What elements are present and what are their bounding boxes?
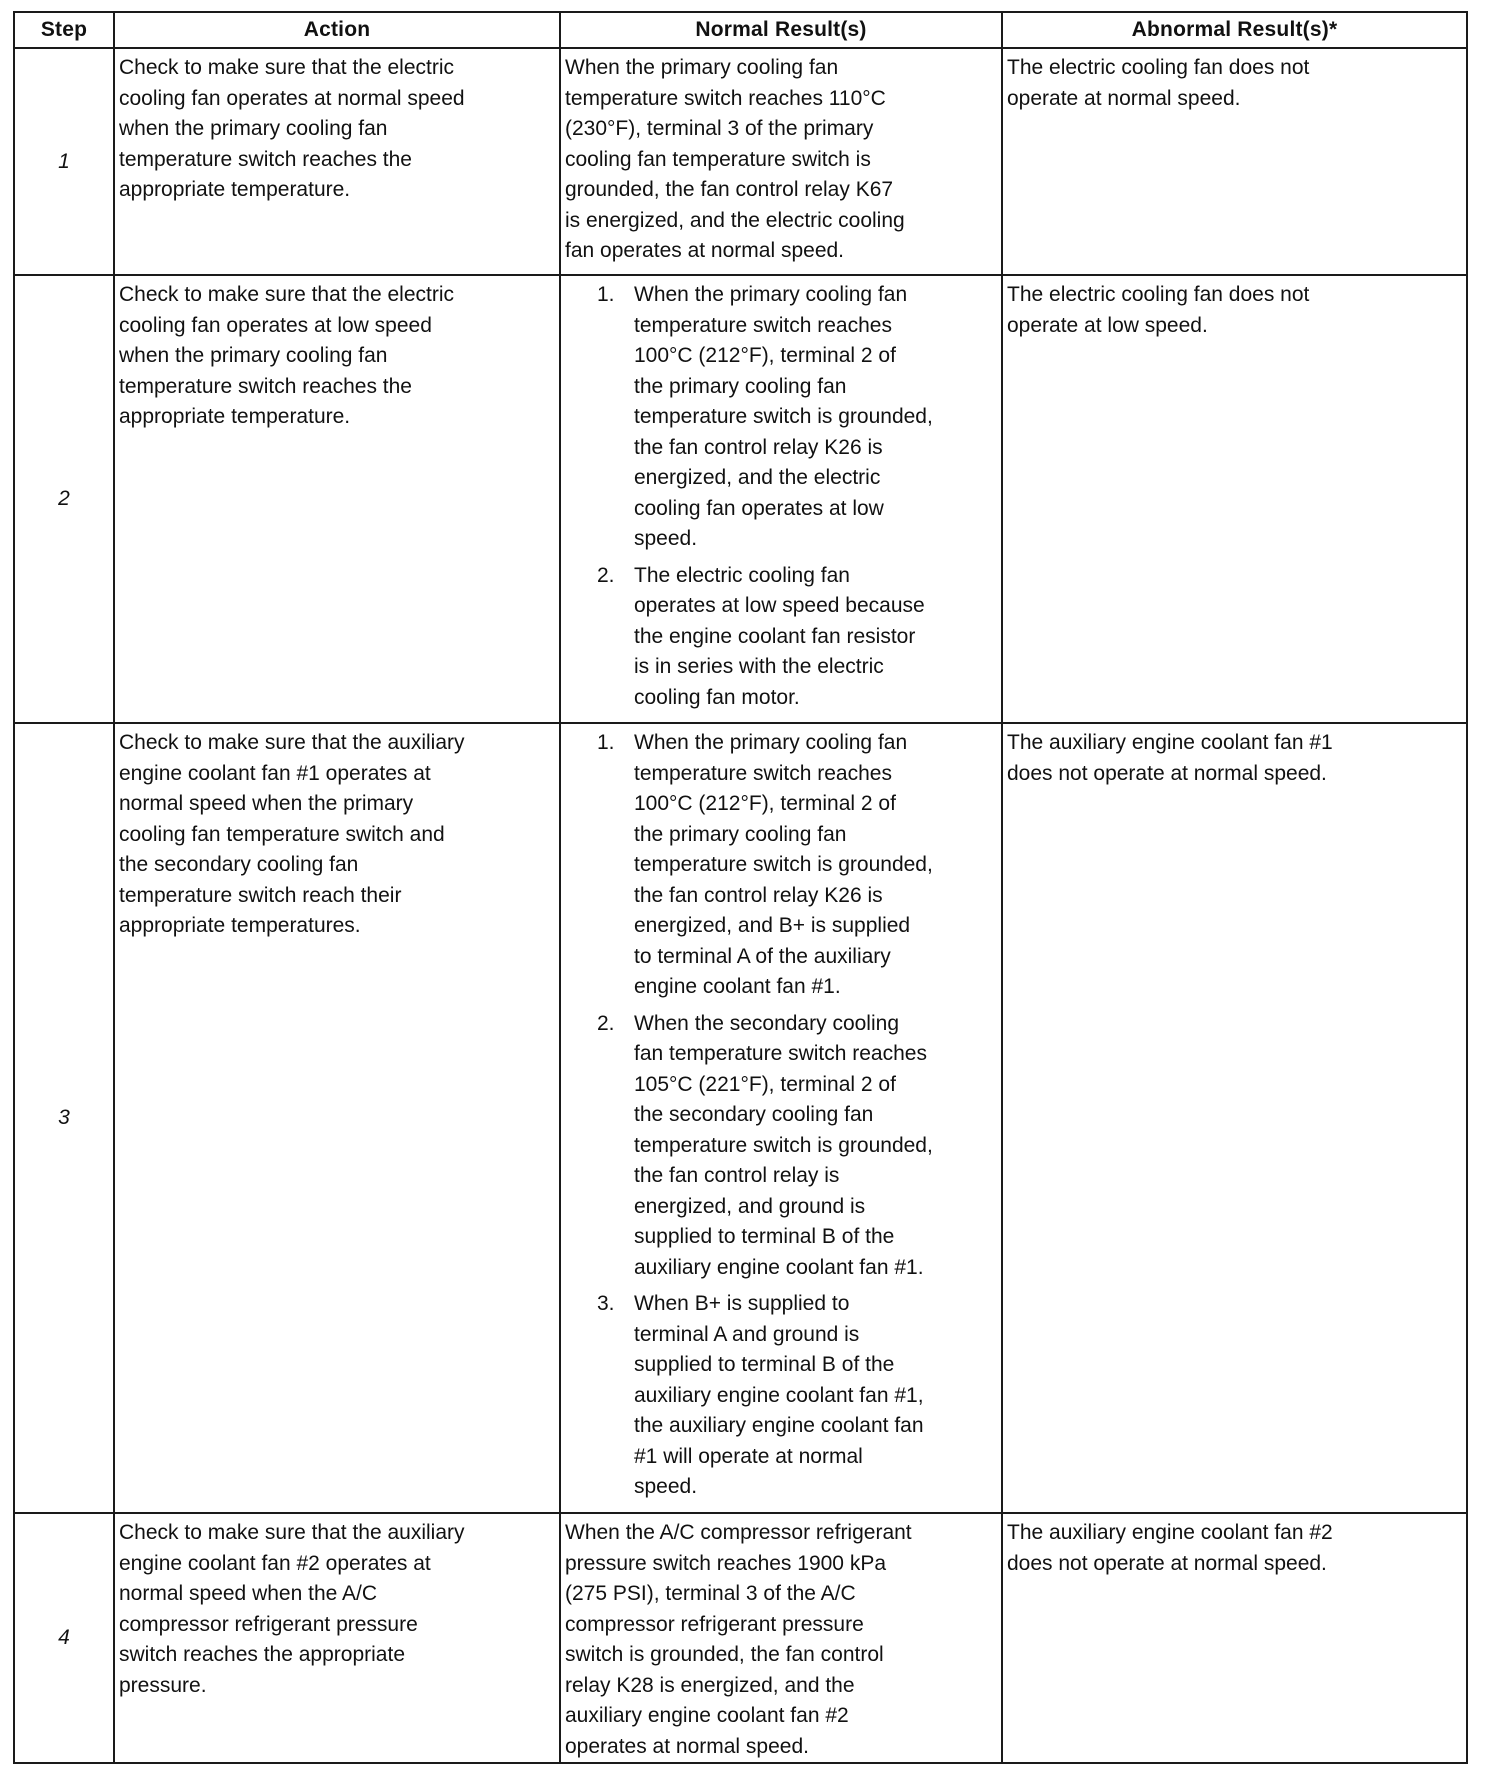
action-cell [114, 48, 560, 275]
abnormal-result-cell [1002, 723, 1467, 1513]
action-line: pressure. [119, 1673, 207, 1697]
abnormal-result-line: The auxiliary engine coolant fan #1 [1007, 731, 1333, 754]
normal-result-line: grounded, the fan control relay K67 [565, 178, 894, 201]
normal-result-line: cooling fan motor. [634, 685, 800, 709]
normal-result-line: #1 will operate at normal [634, 1444, 863, 1468]
abnormal-result-cell [1002, 1513, 1467, 1763]
step-number: 4 [14, 1513, 114, 1763]
normal-result-line: the engine coolant fan resistor [634, 624, 916, 648]
normal-result-line: temperature switch reaches [634, 761, 892, 785]
normal-result-line: is in series with the electric [634, 655, 884, 678]
table-row [14, 48, 1467, 275]
normal-result-line: operates at low speed because [634, 594, 925, 617]
normal-result-line: temperature switch is grounded, [634, 853, 933, 876]
normal-result-line: When the primary cooling fan [634, 283, 908, 306]
abnormal-result-line: The electric cooling fan does not [1007, 283, 1310, 306]
action-line: when the primary cooling fan [119, 344, 388, 367]
normal-result-line: fan operates at normal speed. [565, 239, 845, 262]
normal-result-list [565, 728, 997, 1503]
normal-result-cell [560, 723, 1002, 1513]
normal-result-line: When the primary cooling fan [565, 56, 839, 79]
action-line: cooling fan operates at normal speed [119, 86, 465, 110]
normal-result-cell [560, 275, 1002, 723]
list-number: 3. [597, 1292, 615, 1315]
normal-result-line: speed. [634, 1475, 698, 1498]
normal-result-line: The electric cooling fan [634, 563, 850, 587]
list-number: 1. [597, 731, 615, 754]
normal-result-line: temperature switch reaches [634, 313, 892, 337]
list-number: 2. [597, 563, 615, 587]
step-number: 2 [14, 275, 114, 723]
action-line: the secondary cooling fan [119, 853, 359, 876]
normal-result-line: When the A/C compressor refrigerant [565, 1521, 912, 1544]
header-action: Action [114, 12, 560, 48]
normal-result-list [565, 280, 997, 713]
action-line: appropriate temperature. [119, 178, 351, 201]
action-line: cooling fan temperature switch and [119, 822, 445, 846]
normal-result-line: auxiliary engine coolant fan #2 [565, 1704, 849, 1727]
normal-result-line: is energized, and the electric cooling [565, 208, 905, 232]
normal-result-line: the primary cooling fan [634, 822, 847, 846]
normal-result-line: the secondary cooling fan [634, 1103, 874, 1126]
action-line: switch reaches the appropriate [119, 1643, 405, 1666]
action-line: Check to make sure that the electric [119, 283, 454, 306]
normal-result-line: switch is grounded, the fan control [565, 1643, 884, 1666]
normal-result-line: compressor refrigerant pressure [565, 1612, 864, 1636]
normal-result-line: energized, and ground is [634, 1194, 866, 1218]
normal-result-line: operates at normal speed. [565, 1734, 809, 1758]
abnormal-result-line: operate at low speed. [1007, 313, 1208, 337]
list-number: 1. [597, 283, 615, 306]
normal-result-item [565, 728, 997, 1003]
normal-result-line: supplied to terminal B of the [634, 1353, 895, 1376]
action-line: temperature switch reach their [119, 883, 402, 907]
table-body [14, 48, 1467, 1763]
normal-result-line: supplied to terminal B of the [634, 1225, 895, 1248]
table-row [14, 723, 1467, 1513]
action-line: appropriate temperature. [119, 405, 351, 428]
action-cell [114, 723, 560, 1513]
action-cell [114, 1513, 560, 1763]
action-line: Check to make sure that the electric [119, 56, 454, 79]
action-line: engine coolant fan #1 operates at [119, 761, 431, 785]
normal-result-line: energized, and the electric [634, 466, 881, 489]
normal-result-line: the fan control relay is [634, 1164, 840, 1187]
action-line: normal speed when the A/C [119, 1582, 377, 1605]
normal-result-line: the fan control relay K26 is [634, 883, 883, 907]
table-row [14, 1513, 1467, 1763]
normal-result-line: to terminal A of the auxiliary [634, 944, 891, 968]
normal-result-line: energized, and B+ is supplied [634, 914, 911, 937]
header-abnormal-results: Abnormal Result(s)* [1002, 12, 1467, 48]
action-line: normal speed when the primary [119, 792, 414, 815]
step-number: 1 [14, 48, 114, 275]
normal-result-item [565, 561, 997, 714]
normal-result-line: the primary cooling fan [634, 374, 847, 398]
header-row [14, 12, 1467, 48]
action-line: appropriate temperatures. [119, 914, 361, 937]
normal-result-line: relay K28 is energized, and the [565, 1673, 855, 1697]
abnormal-result-cell [1002, 275, 1467, 723]
action-line: engine coolant fan #2 operates at [119, 1551, 431, 1575]
normal-result-line: When the secondary cooling [634, 1011, 899, 1035]
normal-result-line: engine coolant fan #1. [634, 975, 841, 998]
abnormal-result-line: does not operate at normal speed. [1007, 1551, 1327, 1575]
action-cell [114, 275, 560, 723]
abnormal-result-line: The auxiliary engine coolant fan #2 [1007, 1521, 1333, 1544]
normal-result-line: When B+ is supplied to [634, 1292, 850, 1315]
normal-result-item [565, 280, 997, 555]
normal-result-line: the fan control relay K26 is [634, 435, 883, 459]
step-number: 3 [14, 723, 114, 1513]
abnormal-result-line: The electric cooling fan does not [1007, 56, 1310, 79]
header-step: Step [14, 12, 114, 48]
normal-result-line: auxiliary engine coolant fan #1, [634, 1383, 924, 1407]
action-line: Check to make sure that the auxiliary [119, 731, 465, 754]
header-normal-results: Normal Result(s) [560, 12, 1002, 48]
action-line: compressor refrigerant pressure [119, 1612, 418, 1636]
action-line: temperature switch reaches the [119, 147, 412, 171]
normal-result-line: temperature switch is grounded, [634, 1133, 933, 1157]
normal-result-cell [560, 48, 1002, 275]
normal-result-line: auxiliary engine coolant fan #1. [634, 1255, 924, 1279]
normal-result-line: pressure switch reaches 1900 kPa [565, 1551, 886, 1575]
normal-result-cell [560, 1513, 1002, 1763]
abnormal-result-line: does not operate at normal speed. [1007, 761, 1327, 785]
action-line: Check to make sure that the auxiliary [119, 1521, 465, 1544]
abnormal-result-line: operate at normal speed. [1007, 86, 1241, 110]
normal-result-line: (275 PSI), terminal 3 of the A/C [565, 1582, 856, 1605]
normal-result-line: the auxiliary engine coolant fan [634, 1414, 924, 1437]
normal-result-line: temperature switch reaches 110°C [565, 86, 886, 110]
normal-result-line: cooling fan temperature switch is [565, 147, 871, 171]
table-row [14, 275, 1467, 723]
list-number: 2. [597, 1011, 615, 1035]
normal-result-line: fan temperature switch reaches [634, 1042, 927, 1065]
normal-result-line: 105°C (221°F), terminal 2 of [634, 1072, 896, 1096]
diagnostic-table [13, 11, 1468, 1764]
normal-result-line: (230°F), terminal 3 of the primary [565, 117, 874, 140]
normal-result-item [565, 1009, 997, 1284]
action-line: temperature switch reaches the [119, 374, 412, 398]
normal-result-line: 100°C (212°F), terminal 2 of [634, 792, 896, 815]
abnormal-result-cell [1002, 48, 1467, 275]
action-line: cooling fan operates at low speed [119, 313, 432, 337]
normal-result-line: cooling fan operates at low [634, 496, 884, 520]
normal-result-line: When the primary cooling fan [634, 731, 908, 754]
normal-result-line: speed. [634, 527, 698, 550]
normal-result-line: temperature switch is grounded, [634, 405, 933, 428]
normal-result-line: 100°C (212°F), terminal 2 of [634, 344, 896, 367]
normal-result-item [565, 1289, 997, 1503]
action-line: when the primary cooling fan [119, 117, 388, 140]
normal-result-line: terminal A and ground is [634, 1322, 860, 1346]
